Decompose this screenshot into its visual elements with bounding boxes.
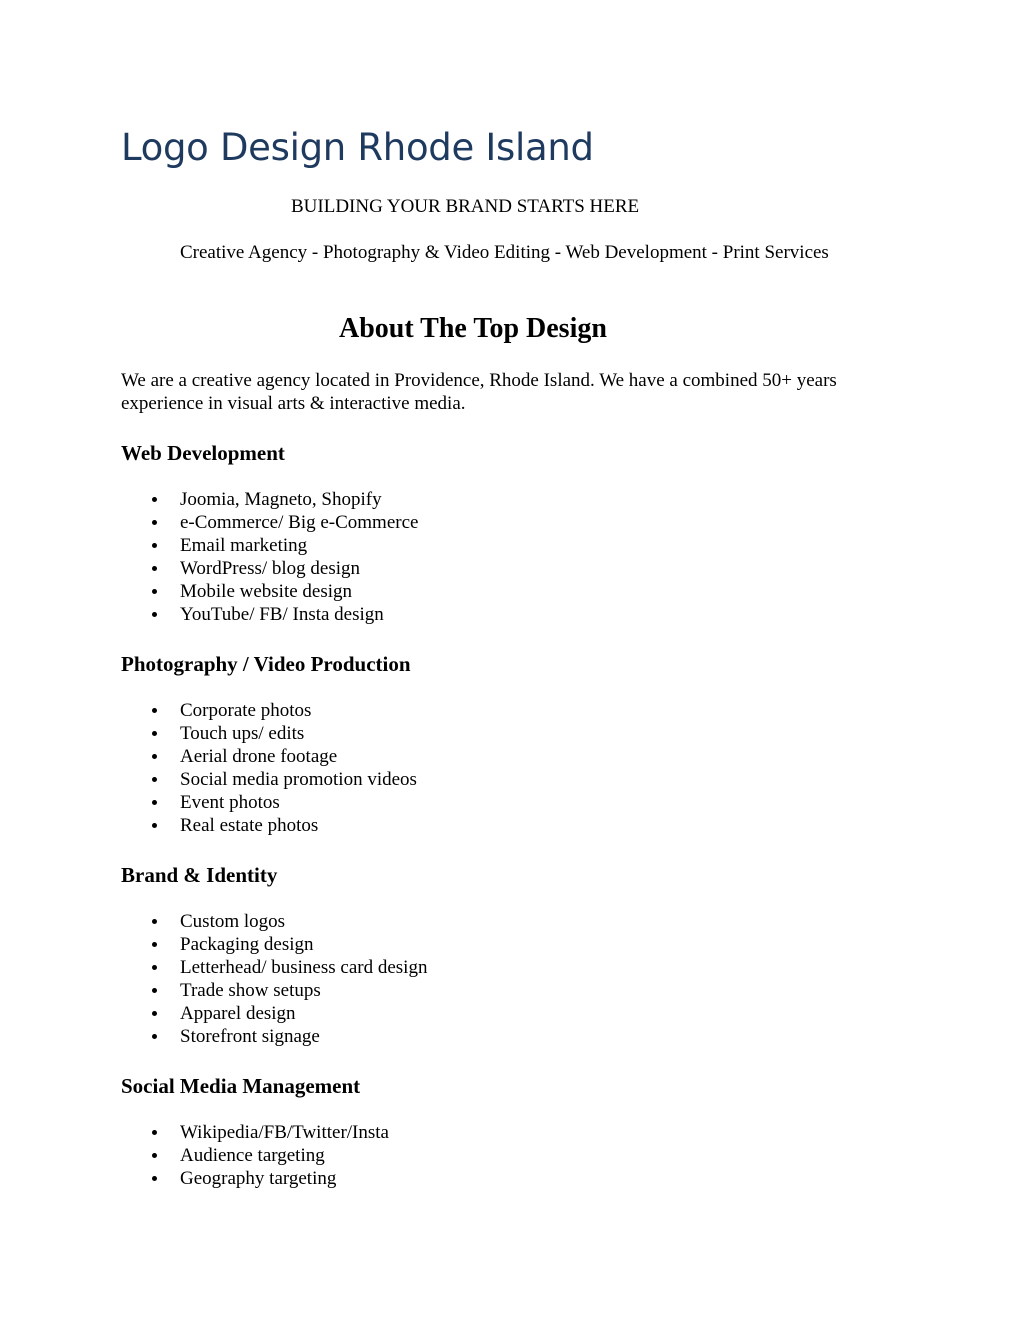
list-item-text: Corporate photos (180, 700, 312, 721)
document-title: Logo Design Rhode Island (121, 126, 594, 169)
list-item-text: e-Commerce/ Big e-Commerce (180, 512, 419, 533)
section-heading-brand-identity: Brand & Identity (121, 863, 278, 887)
tagline: BUILDING YOUR BRAND STARTS HERE (291, 196, 640, 217)
list-item-text: Touch ups/ edits (180, 723, 305, 744)
bullet-icon (152, 919, 157, 924)
section-heading-web-development: Web Development (121, 441, 285, 465)
bullet-icon (152, 823, 157, 828)
bullet-icon (152, 942, 157, 947)
section-heading-social-media: Social Media Management (121, 1074, 361, 1098)
bullet-icon (152, 1176, 157, 1181)
section-heading-photography: Photography / Video Production (121, 652, 411, 676)
bullet-icon (152, 566, 157, 571)
list-item-text: Joomia, Magneto, Shopify (180, 489, 382, 510)
bullet-icon (152, 777, 157, 782)
list-item-text: Social media promotion videos (180, 769, 417, 790)
list-item-text: Packaging design (180, 934, 314, 955)
bullet-icon (152, 965, 157, 970)
bullet-icon (152, 543, 157, 548)
list-item-text: YouTube/ FB/ Insta design (180, 604, 384, 625)
list-item-text: Real estate photos (180, 815, 319, 836)
bullet-icon (152, 800, 157, 805)
list-item-text: Event photos (180, 792, 280, 813)
bullet-icon (152, 1011, 157, 1016)
list-item-text: Mobile website design (180, 581, 353, 602)
bullet-icon (152, 731, 157, 736)
bullet-icon (152, 708, 157, 713)
list-item-text: Geography targeting (180, 1168, 337, 1189)
bullet-icon (152, 1153, 157, 1158)
bullet-icon (152, 1034, 157, 1039)
bullet-icon (152, 497, 157, 502)
list-item-text: WordPress/ blog design (180, 558, 361, 579)
list-item-text: Custom logos (180, 911, 286, 932)
services-line: Creative Agency - Photography & Video Editing - Web Development - Print Services (180, 242, 829, 263)
about-heading: About The Top Design (339, 313, 607, 344)
list-item-text: Trade show setups (180, 980, 321, 1001)
list-item-text: Audience targeting (180, 1145, 325, 1166)
bullet-icon (152, 520, 157, 525)
bullet-icon (152, 589, 157, 594)
bullet-icon (152, 988, 157, 993)
list-item-text: Apparel design (180, 1003, 296, 1024)
bullet-icon (152, 1130, 157, 1135)
bullet-icon (152, 612, 157, 617)
list-item-text: Letterhead/ business card design (180, 957, 428, 978)
list-item-text: Aerial drone footage (180, 746, 338, 767)
bullet-icon (152, 754, 157, 759)
list-item-text: Wikipedia/FB/Twitter/Insta (180, 1122, 389, 1143)
intro-paragraph: We are a creative agency located in Providence, Rhode Island. We have a combined 50+ years experience in visual arts & interactive media. (121, 370, 837, 414)
list-item-text: Email marketing (180, 535, 308, 556)
list-item-text: Storefront signage (180, 1026, 320, 1047)
